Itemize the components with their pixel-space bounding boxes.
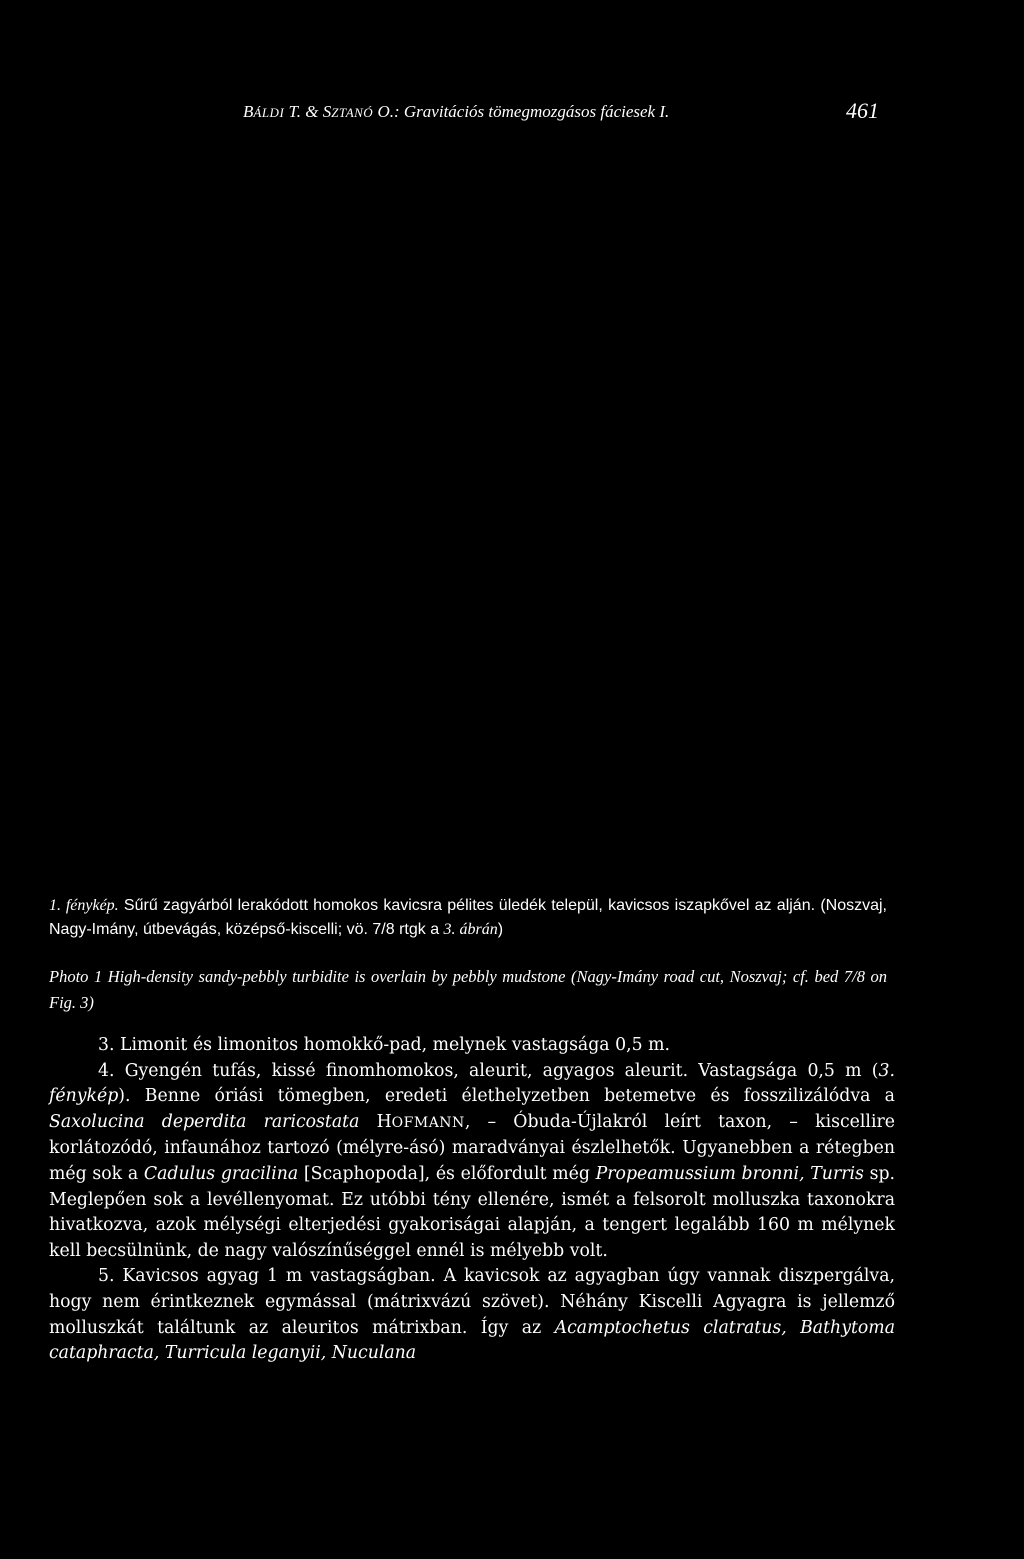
paragraph-item-4: [49, 1059, 895, 1265]
caption-close: ): [497, 920, 504, 938]
paragraph-item-5: [49, 1264, 895, 1366]
paragraph-item-3: 3. Limonit és limonitos homokkő-pad, melynek vastagsága 0,5 m.: [98, 1035, 670, 1055]
page-number: 461: [846, 98, 879, 123]
item4-text-5: sp. Meglepően sok a levéllenyomat. Ez utóbbi tény ellenére, ismét a felsorolt molluszka taxonokra hivatkozva, azok mélységi elterjedési gyakoriságai alapján, a tengert legalább 160 m mélynek kell becsülnünk, de nagy valószínűséggel ennél is mélyebb volt.: [49, 1163, 896, 1261]
item4-photo-ref: 3. fénykép: [49, 1060, 895, 1107]
species-saxolucina: Saxolucina deperdita raricostata: [49, 1111, 360, 1132]
author1-rest: ÁLDI: [253, 105, 285, 120]
species-propeamussium: Propeamussium bronni, Turris: [595, 1163, 864, 1184]
item4-text-4: [Scaphopoda], és előfordult még: [298, 1163, 596, 1184]
running-head-title: Gravitációs tömegmozgásos fáciesek I.: [403, 102, 670, 121]
caption-label: 1. fénykép.: [49, 897, 119, 914]
author2-suffix: O.:: [373, 102, 404, 121]
body-text: [49, 1033, 895, 1367]
author2-initial: S: [322, 102, 332, 121]
item4-text-2: ). Benne óriási tömegben, eredeti élethelyzetben betemetve és fosszilizálódva a: [118, 1086, 895, 1107]
running-head-authors: [243, 102, 404, 121]
species-list: Acamptochetus clatratus, Bathytoma cataphracta, Turricula leganyii, Nuculana: [49, 1317, 895, 1364]
author2-rest: ZTANÓ: [331, 105, 374, 120]
running-head: [243, 98, 885, 126]
species-cadulus: Cadulus gracilina: [143, 1163, 299, 1184]
item5-text-1: 5. Kavicsos agyag 1 m vastagságban. A kavicsok az agyagban úgy vannak diszpergálva, hogy nem érintkeznek egymással (mátrixvázú szövet). Néhány Kiscelli Agyagra is jellemző molluszkát találtunk az aleuritos mátrixban. Így az: [49, 1266, 895, 1338]
photo-caption-hungarian: [49, 894, 887, 941]
item4-text-3: , – Óbuda-Újlakról leírt taxon, – kiscellire korlátozódó, infaunához tartozó (mélyre-ásó) maradványai észlelhetők. Ugyanebben a rétegben még sok a: [49, 1111, 895, 1184]
item4-text-1: 4. Gyengén tufás, kissé finomhomokos, aleurit, agyagos aleurit. Vastagsága 0,5 m (: [98, 1060, 879, 1081]
author1-initial: B: [243, 102, 254, 121]
caption-text: Sűrű zagyárból lerakódott homokos kavicsra pélites üledék települ, kavicsos iszapkővel az alján. (Noszvaj, Nagy-Imány, útbevágás, középső-kiscelli; vö. 7/8 rtgk a: [49, 897, 887, 938]
taxon-author-initial: H: [359, 1111, 392, 1132]
caption-figure-ref: 3. ábrán: [443, 920, 498, 938]
taxon-author-rest: OFMANN: [391, 1114, 465, 1131]
photo-caption-english: Photo 1 High-density sandy-pebbly turbidite is overlain by pebbly mudstone (Nagy-Imány road cut, Noszvaj; cf. bed 7/8 on Fig. 3): [49, 967, 887, 1012]
author1-suffix: T. &: [284, 102, 323, 121]
